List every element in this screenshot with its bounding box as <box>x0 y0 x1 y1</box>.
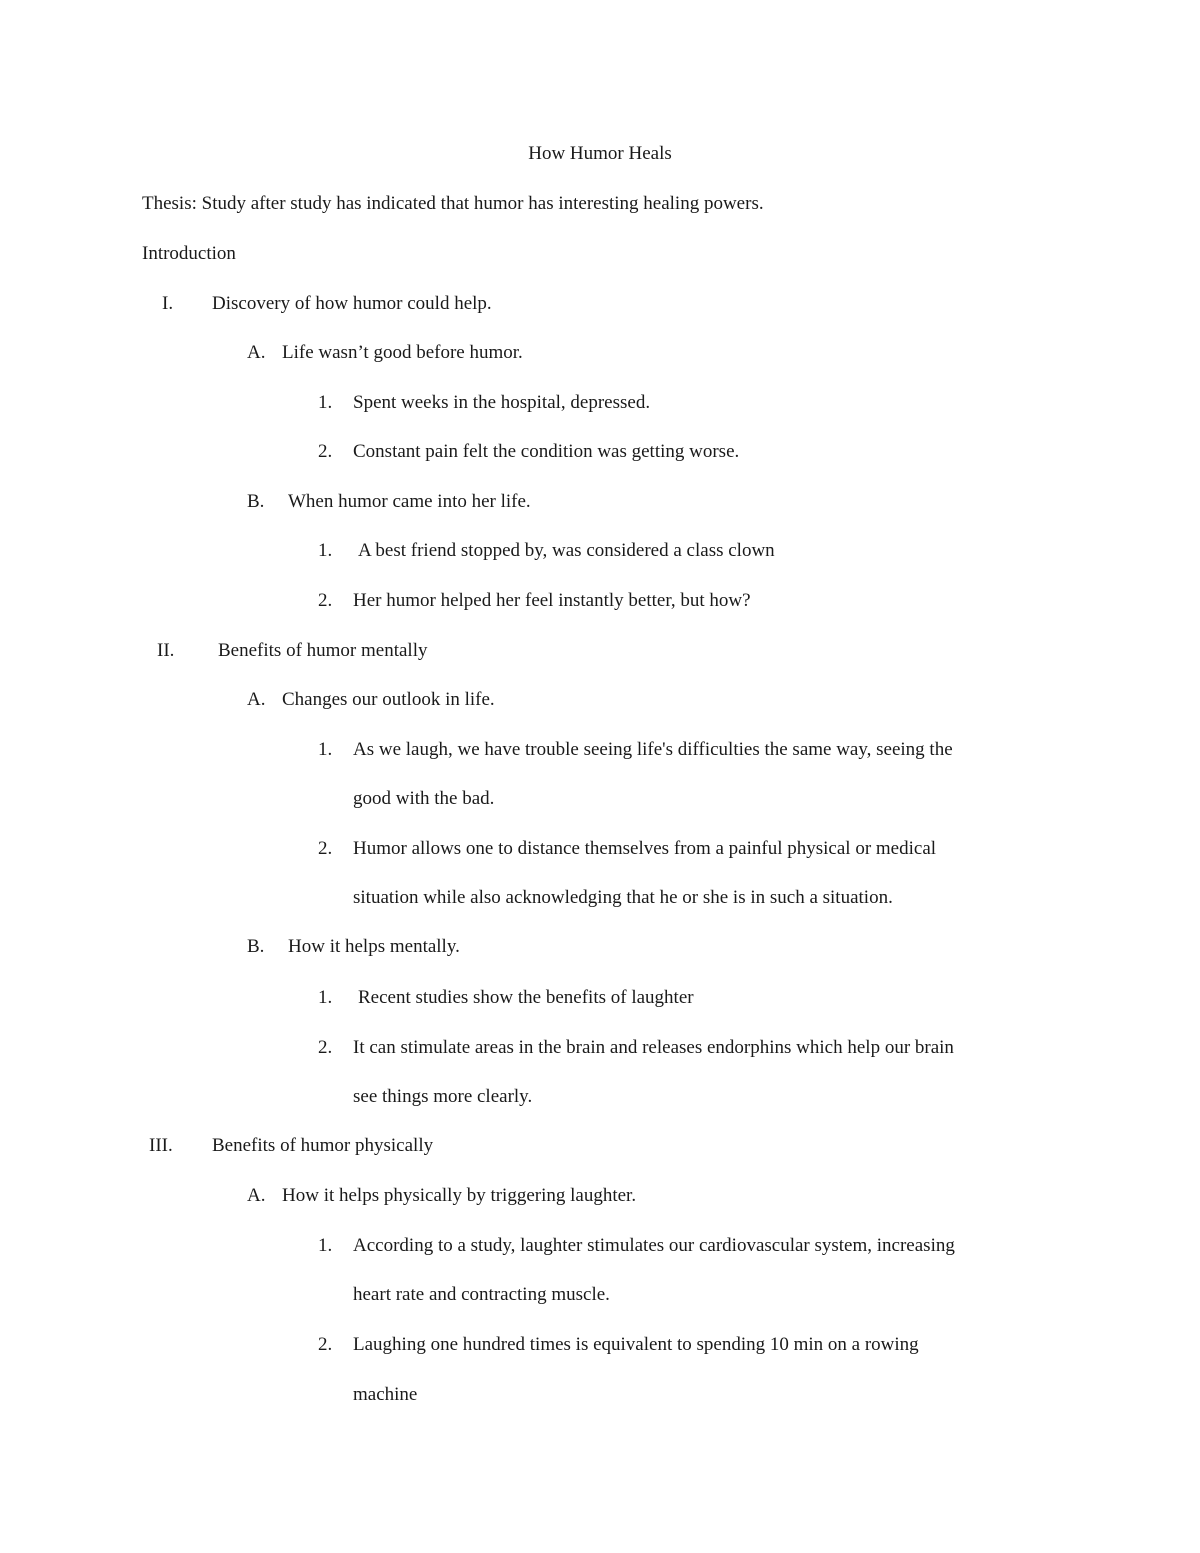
section-heading: Benefits of humor mentally <box>218 640 428 661</box>
point-marker: A. <box>247 689 266 710</box>
item-marker: 2. <box>318 441 333 462</box>
item-marker: 1. <box>318 1235 333 1256</box>
item-text-continued: good with the bad. <box>353 788 495 809</box>
item-text-continued: see things more clearly. <box>353 1086 533 1107</box>
point-text: When humor came into her life. <box>288 491 531 512</box>
point-text: How it helps physically by triggering laughter. <box>282 1185 637 1206</box>
item-marker: 2. <box>318 838 333 859</box>
item-text-continued: machine <box>353 1384 418 1405</box>
item-marker: 1. <box>318 987 333 1008</box>
section-marker: I. <box>162 293 174 314</box>
introduction-label: Introduction <box>142 243 236 264</box>
point-text: Life wasn’t good before humor. <box>282 342 523 363</box>
item-marker: 2. <box>318 1334 333 1355</box>
item-text: According to a study, laughter stimulates our cardiovascular system, increasing <box>353 1235 955 1256</box>
item-text: A best friend stopped by, was considered a class clown <box>358 540 775 561</box>
page-title: How Humor Heals <box>528 143 672 164</box>
item-text: Her humor helped her feel instantly better, but how? <box>353 590 751 611</box>
item-marker: 1. <box>318 739 333 760</box>
item-text: Laughing one hundred times is equivalent to spending 10 min on a rowing <box>353 1334 919 1355</box>
section-marker: III. <box>149 1135 173 1156</box>
item-text: Spent weeks in the hospital, depressed. <box>353 392 651 413</box>
item-marker: 2. <box>318 1037 333 1058</box>
point-marker: A. <box>247 1185 266 1206</box>
item-text: Humor allows one to distance themselves from a painful physical or medical <box>353 838 937 859</box>
thesis-statement: Thesis: Study after study has indicated that humor has interesting healing powers. <box>142 193 764 214</box>
item-marker: 2. <box>318 590 333 611</box>
item-text: As we laugh, we have trouble seeing life's difficulties the same way, seeing the <box>353 739 953 760</box>
item-text: Recent studies show the benefits of laughter <box>358 987 694 1008</box>
point-marker: B. <box>247 936 265 957</box>
section-marker: II. <box>157 640 175 661</box>
point-marker: A. <box>247 342 266 363</box>
point-marker: B. <box>247 491 265 512</box>
item-marker: 1. <box>318 540 333 561</box>
item-text-continued: heart rate and contracting muscle. <box>353 1284 610 1305</box>
item-marker: 1. <box>318 392 333 413</box>
point-text: How it helps mentally. <box>288 936 460 957</box>
item-text-continued: situation while also acknowledging that he or she is in such a situation. <box>353 887 893 908</box>
point-text: Changes our outlook in life. <box>282 689 495 710</box>
item-text: Constant pain felt the condition was getting worse. <box>353 441 740 462</box>
section-heading: Discovery of how humor could help. <box>212 293 492 314</box>
section-heading: Benefits of humor physically <box>212 1135 434 1156</box>
item-text: It can stimulate areas in the brain and releases endorphins which help our brain <box>353 1037 954 1058</box>
